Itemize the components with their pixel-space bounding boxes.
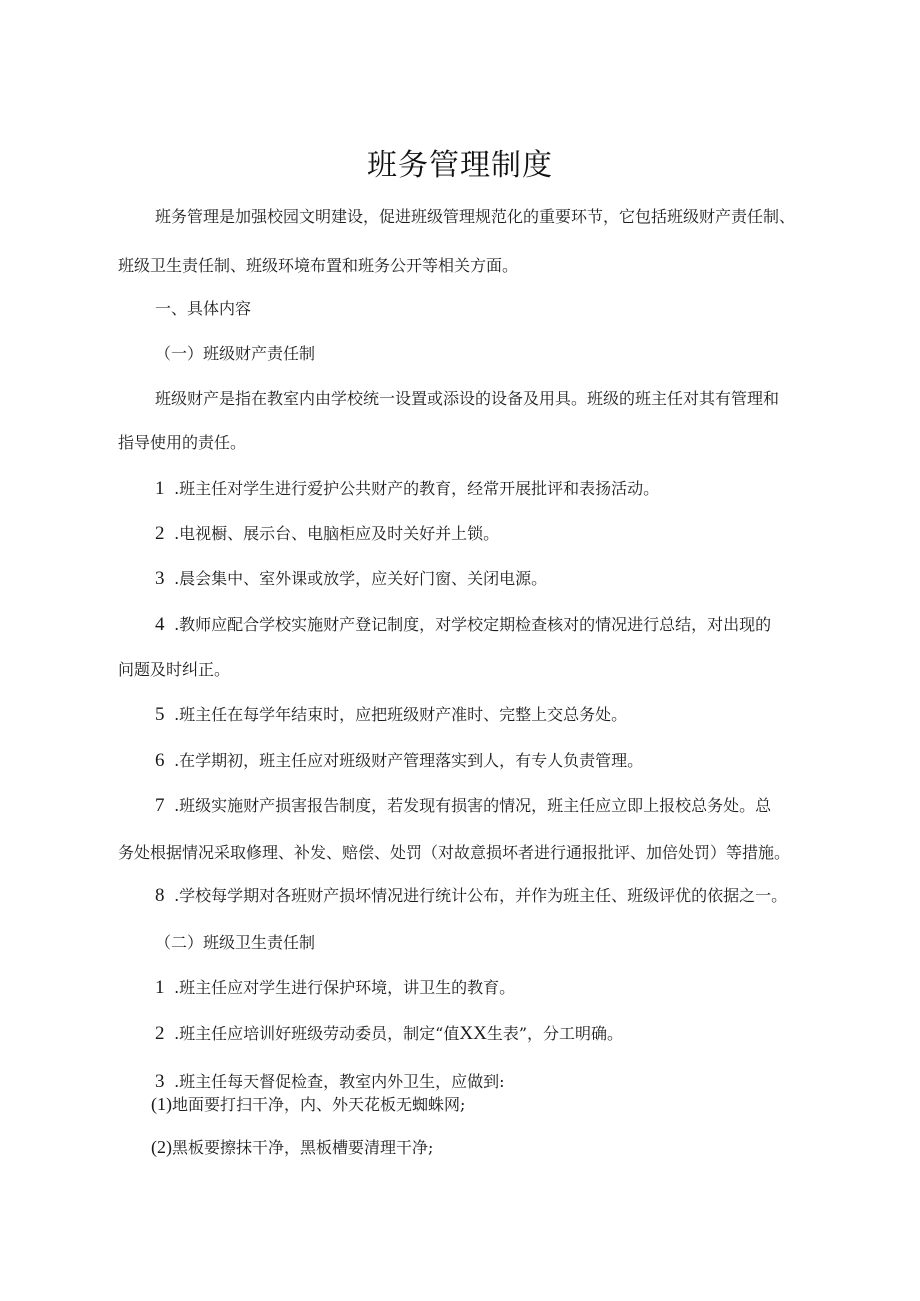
intro-line-1: 班务管理是加强校园文明建设，促进班级管理规范化的重要环节，它包括班级财产责任制、 (155, 207, 796, 226)
item-text: .在学期初，班主任应对班级财产管理落实到人，有专人负责管理。 (174, 751, 644, 770)
list-item (155, 524, 499, 544)
list-item (155, 886, 787, 906)
list-item-continuation: 问题及时纠正。 (118, 660, 231, 679)
list-item (155, 705, 627, 725)
item-number: 1 (155, 478, 165, 499)
list-item (155, 978, 515, 998)
item-number: 5 (155, 704, 165, 725)
item-text: .教师应配合学校实施财产登记制度，对学校定期检查核对的情况进行总结，对出现的 (174, 615, 772, 634)
list-item-continuation: 务处根据情况采取修理、补发、赔偿、处罚（对故意损坏者进行通报批评、加倍处罚）等措施。 (118, 843, 791, 862)
list-item (155, 615, 771, 635)
item-text-post: 生表”，分工明确。 (486, 1024, 624, 1043)
list-item (155, 569, 547, 589)
item-text: .电视橱、展示台、电脑柜应及时关好并上锁。 (174, 524, 500, 543)
item-text-pre: .班主任应培训好班级劳动委员，制定“值 (174, 1024, 460, 1043)
list-item (155, 479, 659, 499)
item-text: .学校每学期对各班财产损坏情况进行统计公布，并作为班主任、班级评优的依据之一。 (174, 886, 788, 905)
item-text-xx: XX (459, 1023, 487, 1044)
sub-item-number: (2) (151, 1137, 172, 1157)
item-number: 4 (155, 614, 165, 635)
property-desc-line-2: 指导使用的责任。 (118, 433, 247, 452)
list-item (155, 1024, 623, 1044)
item-text: .班主任对学生进行爱护公共财产的教育，经常开展批评和表扬活动。 (174, 479, 660, 498)
sub-item-text: 黑板要擦抹干净，黑板槽要清理干净; (172, 1138, 434, 1157)
intro-line-2: 班级卫生责任制、班级环境布置和班务公开等相关方面。 (118, 256, 519, 275)
document-title: 班务管理制度 (367, 148, 553, 183)
item-text: .班主任在每学年结束时，应把班级财产准时、完整上交总务处。 (174, 705, 628, 724)
item-text: .晨会集中、室外课或放学，应关好门窗、关闭电源。 (174, 569, 548, 588)
item-number: 3 (155, 568, 165, 589)
item-number: 7 (155, 795, 165, 816)
item-text: .班主任每天督促检查，教室内外卫生，应做到: (174, 1072, 505, 1091)
item-number: 3 (155, 1071, 165, 1092)
item-number: 8 (155, 885, 165, 906)
subsection-heading-hygiene: （二）班级卫生责任制 (155, 933, 316, 952)
sub-item-text: 地面要打扫干净，内、外天花板无蜘蛛网; (172, 1095, 466, 1114)
item-number: 2 (155, 1023, 165, 1044)
list-item (155, 751, 643, 771)
item-number: 1 (155, 977, 165, 998)
item-number: 2 (155, 523, 165, 544)
list-item (155, 1072, 505, 1092)
sub-list-item (151, 1094, 465, 1115)
section-heading: 一、具体内容 (155, 299, 252, 318)
sub-list-item (151, 1137, 433, 1158)
item-text: .班主任应对学生进行保护环境，讲卫生的教育。 (174, 978, 516, 997)
item-text: .班级实施财产损害报告制度，若发现有损害的情况，班主任应立即上报校总务处。总 (174, 796, 772, 815)
item-number: 6 (155, 750, 165, 771)
property-desc-line-1: 班级财产是指在教室内由学校统一设置或添设的设备及用具。班级的班主任对其有管理和 (155, 389, 780, 408)
sub-item-number: (1) (151, 1094, 172, 1114)
subsection-heading-property: （一）班级财产责任制 (155, 344, 316, 363)
list-item (155, 796, 771, 816)
